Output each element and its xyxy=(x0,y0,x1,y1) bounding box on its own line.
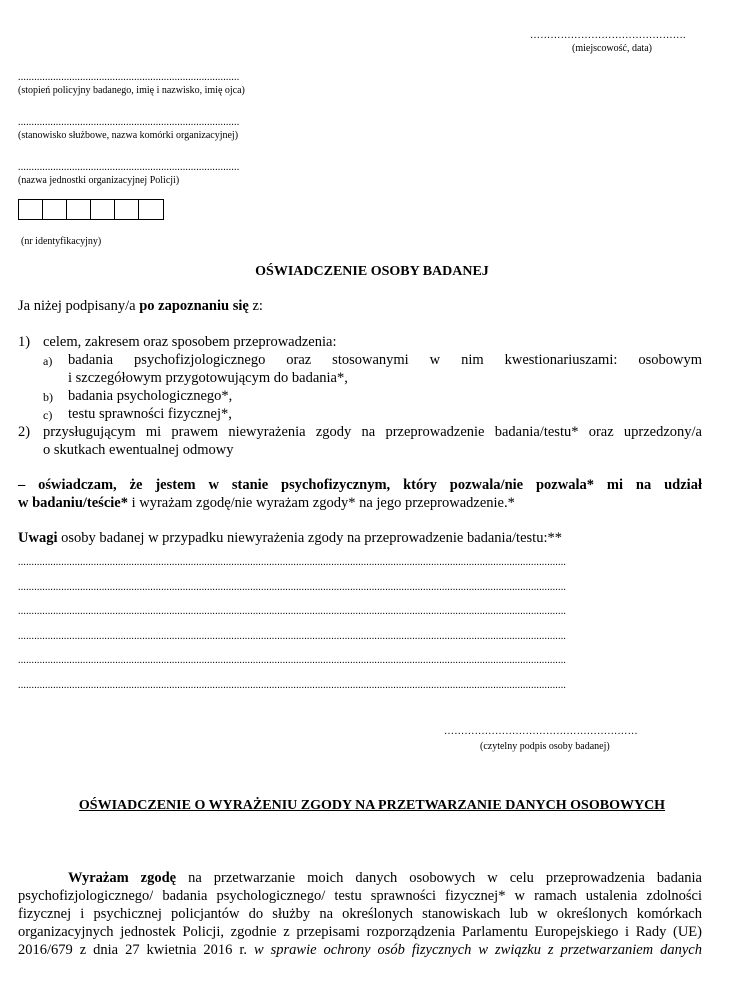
item1-number: 1) xyxy=(18,334,31,350)
intro-text: Ja niżej podpisany/a xyxy=(18,298,140,314)
id-digit-box[interactable] xyxy=(19,200,43,219)
position-dots: .................................................................................. xyxy=(18,117,240,128)
item-a-label: a) xyxy=(43,354,53,368)
remark-line[interactable]: ........................................................................................................................................................................................................... xyxy=(18,655,567,666)
declaration-rest: i wyrażam zgodę/nie wyrażam zgody* na jego przeprowadzenie.* xyxy=(127,495,515,511)
item1-text: celem, zakresem oraz sposobem przeprowadzenia: xyxy=(43,334,337,350)
intro-bold: po zapoznaniu się xyxy=(139,298,249,314)
remarks-text: osoby badanej w przypadku niewyrażenia zgody na przeprowadzenie badania/testu:** xyxy=(57,530,562,546)
consent-line1 xyxy=(68,869,702,887)
consent-title: OŚWIADCZENIE O WYRAŻENIU ZGODY NA PRZETWARZANIE DANYCH OSOBOWYCH xyxy=(78,798,666,813)
consent-line4: organizacyjnych jednostek Policji, zgodnie z przepisami rozporządzenia Parlamentu Europejskiego i Rady (UE) xyxy=(18,924,702,940)
item-a-line2: i szczegółowym przygotowującym do badania*, xyxy=(68,370,348,386)
id-digit-box[interactable] xyxy=(67,200,91,219)
id-digit-box[interactable] xyxy=(139,200,163,219)
place-date-dots: ………………………………………. xyxy=(530,30,686,41)
consent-line5-text: 2016/679 z dnia 27 kwietnia 2016 r. xyxy=(18,942,255,958)
id-number-boxes[interactable] xyxy=(18,199,164,220)
id-number-label: (nr identyfikacyjny) xyxy=(21,236,102,247)
declaration-line1: – oświadczam, że jestem w stanie psychofizycznym, który pozwala/nie pozwala* mi na udział xyxy=(18,477,702,493)
statement-title: OŚWIADCZENIE OSOBY BADANEJ xyxy=(255,264,489,279)
id-digit-box[interactable] xyxy=(115,200,139,219)
unit-dots: .................................................................................. xyxy=(18,162,240,173)
remarks-bold: Uwagi xyxy=(18,530,58,546)
intro-line xyxy=(18,297,263,315)
declaration-bold: w badaniu/teście* xyxy=(18,495,128,511)
item-a-line1: badania psychofizjologicznego oraz stosowanymi w nim kwestionariuszami: osobowym xyxy=(68,352,702,368)
consent-bold: Wyrażam zgodę xyxy=(68,870,177,886)
item-c-text: testu sprawności fizycznej*, xyxy=(68,406,232,422)
unit-label: (nazwa jednostki organizacyjnej Policji) xyxy=(18,175,180,186)
item-b-label: b) xyxy=(43,390,53,404)
remark-line[interactable]: ........................................................................................................................................................................................................... xyxy=(18,557,567,568)
consent-line3: fizycznej i psychicznej policjantów do służby na określonych stanowiskach lub w określonych komórkach xyxy=(18,906,702,922)
consent-line5-italic: w sprawie ochrony osób fizycznych w związku z przetwarzaniem danych xyxy=(254,942,702,958)
consent-line1-text: na przetwarzanie moich danych osobowych w celu przeprowadzenia badania xyxy=(176,870,702,886)
rank-name-label: (stopień policyjny badanego, imię i nazwisko, imię ojca) xyxy=(18,85,245,96)
remarks-heading xyxy=(18,529,562,547)
remark-line[interactable]: ........................................................................................................................................................................................................... xyxy=(18,680,567,691)
place-date-label: (miejscowość, data) xyxy=(572,43,652,54)
id-digit-box[interactable] xyxy=(91,200,115,219)
remark-line[interactable]: ........................................................................................................................................................................................................... xyxy=(18,582,567,593)
signature-label: (czytelny podpis osoby badanej) xyxy=(480,741,610,752)
declaration-line2 xyxy=(18,494,515,512)
intro-tail: z: xyxy=(248,298,263,314)
item2-number: 2) xyxy=(18,424,31,440)
consent-line5 xyxy=(18,941,702,959)
position-label: (stanowisko służbowe, nazwa komórki organizacyjnej) xyxy=(18,130,239,141)
id-digit-box[interactable] xyxy=(43,200,67,219)
remark-line[interactable]: ........................................................................................................................................................................................................... xyxy=(18,631,567,642)
signature-dots: ………………………………………………… xyxy=(444,726,638,737)
rank-name-dots: .................................................................................. xyxy=(18,72,240,83)
consent-line2: psychofizjologicznego/ badania psychologicznego/ testu sprawności fizycznej* w ramach ustalenia zdolności xyxy=(18,888,702,904)
item-c-label: c) xyxy=(43,408,53,422)
item2-line2: o skutkach ewentualnej odmowy xyxy=(43,442,234,458)
remark-line[interactable]: ........................................................................................................................................................................................................... xyxy=(18,606,567,617)
item2-line1: przysługującym mi prawem niewyrażenia zgody na przeprowadzenie badania/testu* oraz uprzedzony/a xyxy=(43,424,702,440)
item-b-text: badania psychologicznego*, xyxy=(68,388,233,404)
